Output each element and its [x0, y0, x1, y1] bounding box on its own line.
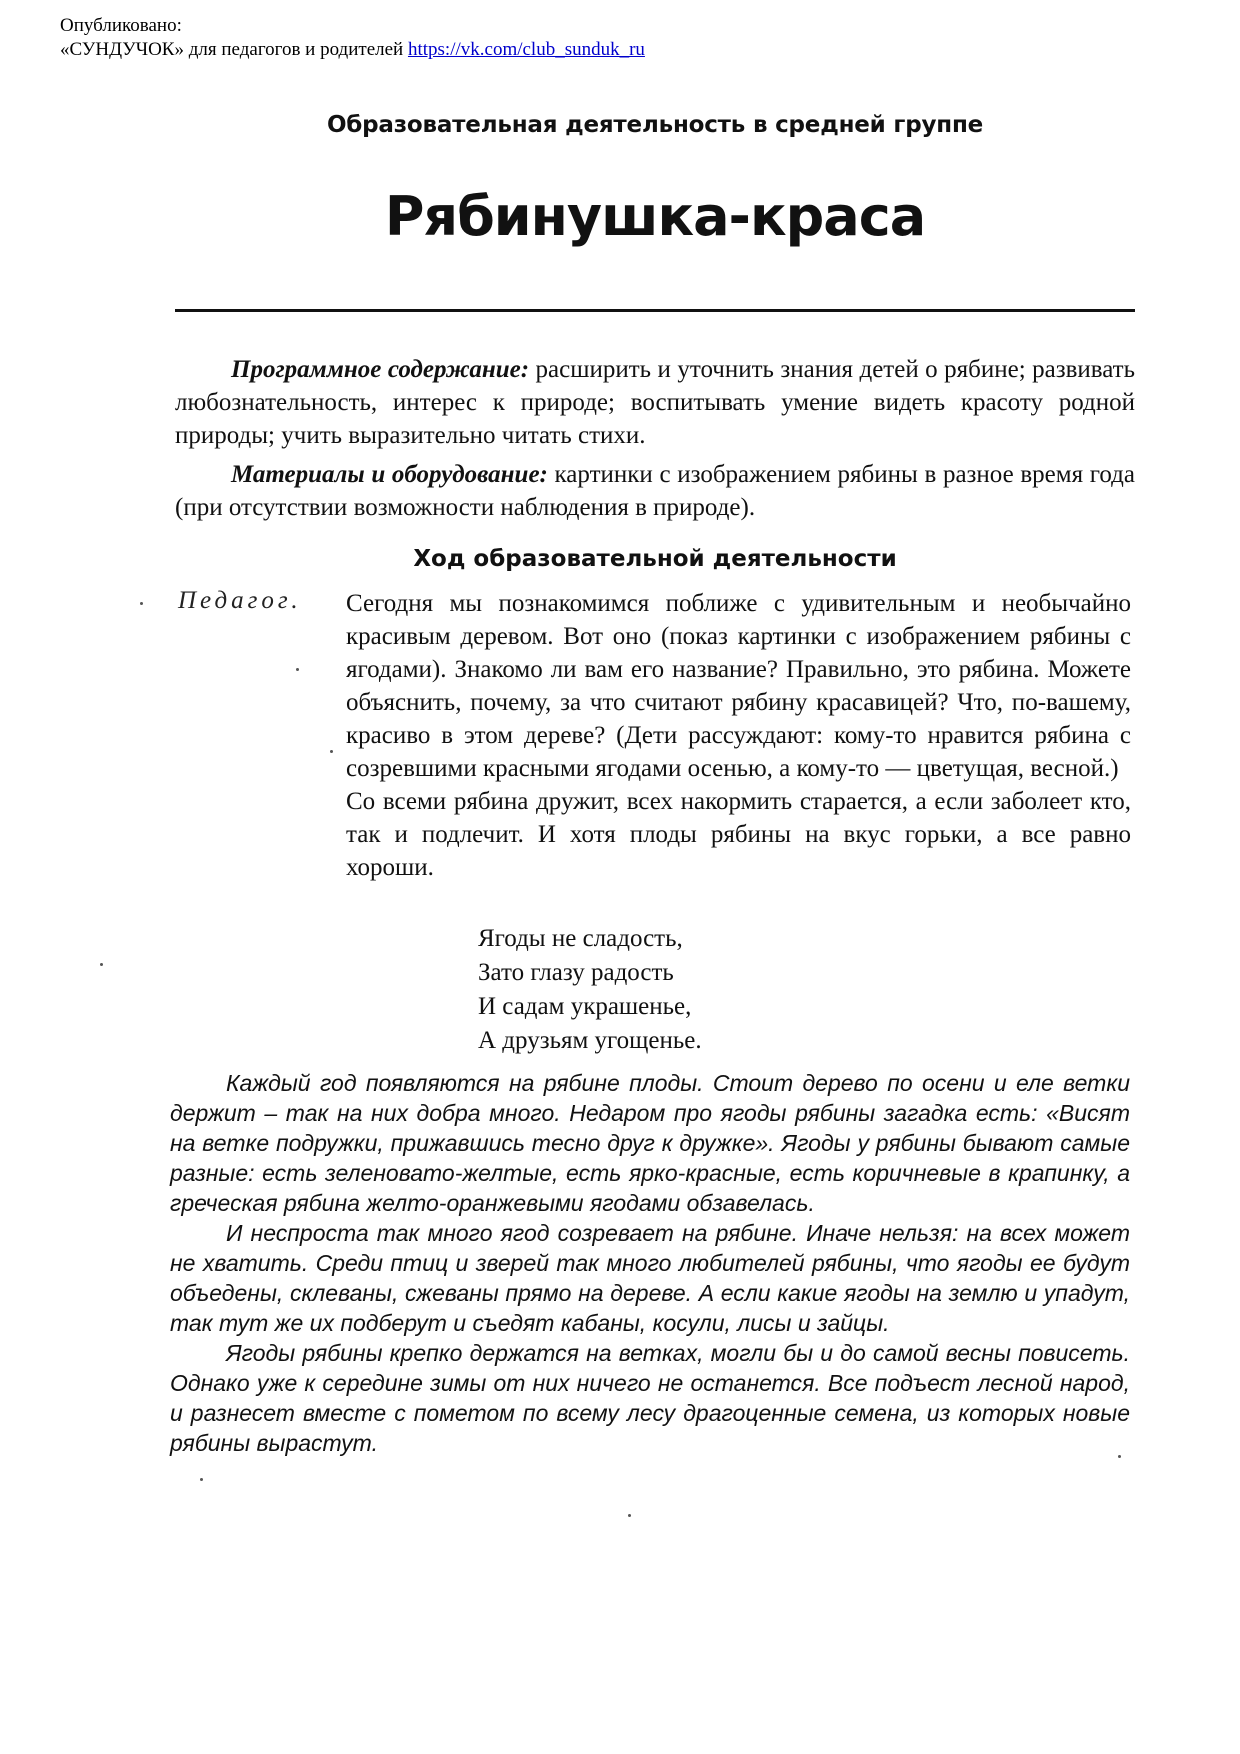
program-label: Программное содержание: — [231, 356, 530, 383]
intro-section — [175, 353, 1135, 530]
publisher-line — [60, 38, 645, 62]
publisher-text: «СУНДУЧОК» для педагогов и родителей — [60, 39, 404, 60]
section-heading: Ход образовательной деятельности — [413, 546, 897, 572]
title-divider — [175, 309, 1135, 312]
publisher-link[interactable]: https://vk.com/club_sunduk_ru — [407, 39, 645, 60]
teacher-dialogue — [346, 587, 1131, 884]
scan-speck — [330, 750, 333, 753]
materials-text: картинки с изображением рябины в разное время года (при отсутствии возможности наблюдения в природе). — [175, 461, 1135, 521]
poem-line: А друзьям угощенье. — [478, 1027, 702, 1054]
scan-speck — [296, 668, 299, 671]
story-section — [170, 1068, 1130, 1458]
materials-label: Материалы и оборудование: — [231, 461, 548, 488]
scan-speck — [140, 602, 143, 605]
published-label: Опубликовано: — [60, 15, 182, 36]
document-title: Рябинушка-краса — [384, 185, 926, 248]
story-paragraph: И неспроста так много ягод созревает на рябине. Иначе нельзя: на всех может не хватить. Среди птиц и зверей так много любителей рябины, что ягоды ее будут объедены, склеваны, сжеваны прямо на дереве. А если какие ягоды на землю и упадут, так тут же их подберут и съедят кабаны, косули, лисы и зайцы. — [170, 1220, 1130, 1336]
poem-line: Зато глазу радость — [478, 959, 674, 986]
poem-line: И садам украшенье, — [478, 993, 692, 1020]
story-paragraph: Ягоды рябины крепко держатся на ветках, могли бы и до самой весны повисеть. Однако уже к середине зимы от них ничего не останется. Все подъест лесной народ, и разнесет вместе с пометом по всему лесу драгоценные семена, из которых новые рябины вырастут. — [170, 1340, 1130, 1456]
scan-speck — [1118, 1455, 1121, 1458]
story-paragraph: Каждый год появляются на рябине плоды. Стоит дерево по осени и еле ветки держит – так на них добра много. Недаром про ягоды рябины загадка есть: «Висят на ветке подружки, прижавшись тесно друг к дружке». Ягоды у рябины бывают самые разные: есть зеленовато-желтые, есть ярко-красные, есть коричневые в крапинку, а греческая рябина желто-оранжевыми ягодами обзавелась. — [170, 1070, 1130, 1216]
poem — [478, 922, 702, 1058]
document-subtitle: Образовательная деятельность в средней группе — [326, 112, 984, 138]
poem-line: Ягоды не сладость, — [478, 925, 683, 952]
program-text: расширить и уточнить знания детей о рябине; развивать любознательность, интерес к природе; воспитывать умение видеть красоту родной природы; учить выразительно читать стихи. — [175, 356, 1135, 449]
dialogue-paragraph-2: Со всеми рябина дружит, всех накормить старается, а если заболеет кто, так и подлечит. И хотя плоды рябины на вкус горьки, а все равно хороши. — [346, 788, 1131, 881]
speaker-label: Педагог. — [178, 587, 302, 614]
scan-speck — [628, 1514, 631, 1517]
materials-paragraph — [175, 458, 1135, 524]
dialogue-paragraph-1: Сегодня мы познакомимся поближе с удивительным и необычайно красивым деревом. Вот оно (показ картинки с изображением рябины с ягодами). Знакомо ли вам его название? Правильно, это рябина. Можете объяснить, почему, за что считают рябину красавицей? Что, по-вашему, красиво в этом дереве? (Дети рассуждают: кому-то нравится рябина с созревшими красными ягодами осенью, а кому-то — цветущая, весной.) — [346, 590, 1131, 782]
publication-header — [60, 14, 645, 62]
scan-speck — [200, 1478, 203, 1481]
program-paragraph — [175, 353, 1135, 452]
scan-speck — [100, 963, 103, 966]
